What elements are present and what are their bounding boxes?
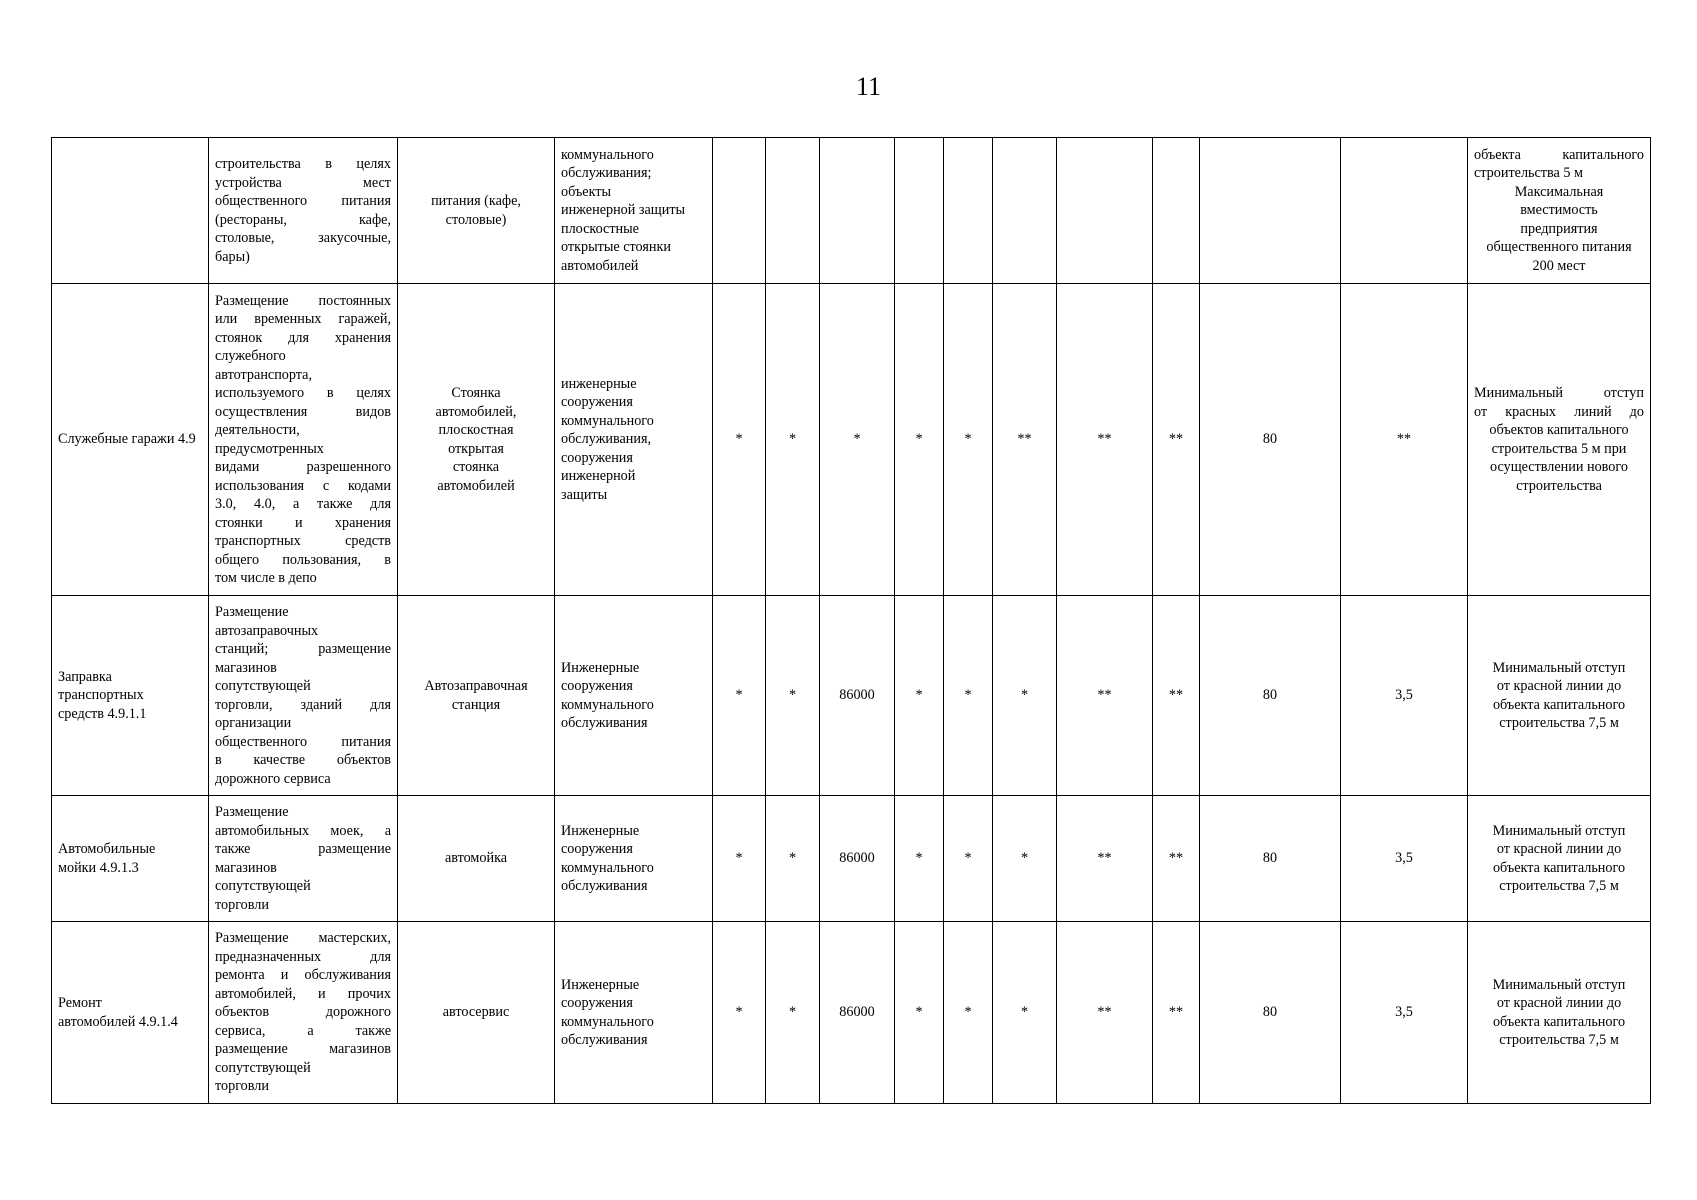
param-cell: 80 (1200, 796, 1341, 922)
param-cell: ** (1153, 922, 1200, 1104)
param-cell: ** (1057, 596, 1153, 796)
param-cell: * (944, 596, 993, 796)
param-cell: * (713, 284, 766, 596)
param-cell: ** (993, 284, 1057, 596)
notes-cell: Минимальный отступ от красной линии до объекта капитального строительства 7,5 м (1468, 922, 1651, 1104)
land-use-name-cell: Автомобильные мойки 4.9.1.3 (52, 796, 209, 922)
param-cell: * (895, 796, 944, 922)
table-row (52, 922, 1651, 1104)
param-cell: * (944, 796, 993, 922)
param-cell: ** (1057, 796, 1153, 922)
param-cell (713, 138, 766, 284)
param-cell: * (820, 284, 895, 596)
auxiliary-objects-cell: Инженерные сооружения коммунального обслуживания (555, 796, 713, 922)
param-cell: ** (1153, 796, 1200, 922)
param-cell: * (993, 796, 1057, 922)
param-cell: * (993, 922, 1057, 1104)
param-cell: * (895, 284, 944, 596)
param-cell: ** (1057, 922, 1153, 1104)
param-cell: * (713, 922, 766, 1104)
land-use-name-cell: Заправка транспортных средств 4.9.1.1 (52, 596, 209, 796)
param-cell: * (944, 922, 993, 1104)
param-cell: ** (1057, 284, 1153, 596)
param-cell (766, 138, 820, 284)
table-row (52, 284, 1651, 596)
param-cell: * (713, 596, 766, 796)
auxiliary-objects-cell: Инженерные сооружения коммунального обслуживания (555, 596, 713, 796)
param-cell: 3,5 (1341, 922, 1468, 1104)
param-cell: 86000 (820, 596, 895, 796)
page-number: 11 (855, 72, 882, 101)
param-cell: * (993, 596, 1057, 796)
auxiliary-objects-cell: инженерные сооружения коммунального обслуживания, сооружения инженерной защиты (555, 284, 713, 596)
param-cell: 3,5 (1341, 796, 1468, 922)
param-cell (1341, 138, 1468, 284)
notes-cell: Минимальный отступ от красных линий до объектов капитального строительства 5 м при осуществлении нового строительства (1468, 284, 1651, 596)
param-cell: * (766, 596, 820, 796)
param-cell (895, 138, 944, 284)
param-cell: 3,5 (1341, 596, 1468, 796)
param-cell: * (895, 922, 944, 1104)
main-objects-cell: питания (кафе, столовые) (398, 138, 555, 284)
land-use-description-cell: Размещение мастерских, предназначенных для ремонта и обслуживания автомобилей, и прочих объектов дорожного сервиса, а также размещение магазинов сопутствующей торговли (209, 922, 398, 1104)
param-cell: 80 (1200, 596, 1341, 796)
param-cell (820, 138, 895, 284)
param-cell: ** (1153, 284, 1200, 596)
table-row (52, 138, 1651, 284)
land-use-name-cell: Ремонт автомобилей 4.9.1.4 (52, 922, 209, 1104)
auxiliary-objects-cell: коммунального обслуживания; объекты инженерной защиты плоскостные открытые стоянки автомобилей (555, 138, 713, 284)
land-use-name-cell (52, 138, 209, 284)
table-row (52, 796, 1651, 922)
param-cell: ** (1153, 596, 1200, 796)
param-cell: * (895, 596, 944, 796)
notes-cell: Минимальный отступ от красной линии до объекта капитального строительства 7,5 м (1468, 796, 1651, 922)
param-cell: 86000 (820, 796, 895, 922)
param-cell: * (766, 284, 820, 596)
land-use-description-cell: Размещение автомобильных моек, а также размещение магазинов сопутствующей торговли (209, 796, 398, 922)
main-objects-cell: Стоянка автомобилей, плоскостная открытая стоянка автомобилей (398, 284, 555, 596)
param-cell: 80 (1200, 922, 1341, 1104)
main-objects-cell: автомойка (398, 796, 555, 922)
param-cell (1057, 138, 1153, 284)
param-cell (944, 138, 993, 284)
param-cell (993, 138, 1057, 284)
param-cell: 80 (1200, 284, 1341, 596)
land-use-description-cell: строительства в целях устройства мест общественного питания (рестораны, кафе, столовые, закусочные, бары) (209, 138, 398, 284)
param-cell: 86000 (820, 922, 895, 1104)
main-objects-cell: Автозаправочная станция (398, 596, 555, 796)
param-cell: * (766, 922, 820, 1104)
auxiliary-objects-cell: Инженерные сооружения коммунального обслуживания (555, 922, 713, 1104)
main-objects-cell: автосервис (398, 922, 555, 1104)
param-cell (1153, 138, 1200, 284)
land-use-name-cell: Служебные гаражи 4.9 (52, 284, 209, 596)
land-use-description-cell: Размещение постоянных или временных гаражей, стоянок для хранения служебного автотранспорта, используемого в целях осуществления видов деятельности, предусмотренных видами разрешенного использования с кодами 3.0, 4.0, а также для стоянки и хранения транспортных средств общего пользования, в том числе в депо (209, 284, 398, 596)
zoning-regulations-table (51, 137, 1651, 1104)
land-use-description-cell: Размещение автозаправочных станций; размещение магазинов сопутствующей торговли, зданий для организации общественного питания в качестве объектов дорожного сервиса (209, 596, 398, 796)
table-row (52, 596, 1651, 796)
param-cell: * (713, 796, 766, 922)
notes-cell: Минимальный отступ от красной линии до объекта капитального строительства 7,5 м (1468, 596, 1651, 796)
param-cell: * (766, 796, 820, 922)
param-cell: ** (1341, 284, 1468, 596)
param-cell (1200, 138, 1341, 284)
notes-cell: объекта капитального строительства 5 м Максимальная вместимость предприятия общественного питания 200 мест (1468, 138, 1651, 284)
param-cell: * (944, 284, 993, 596)
